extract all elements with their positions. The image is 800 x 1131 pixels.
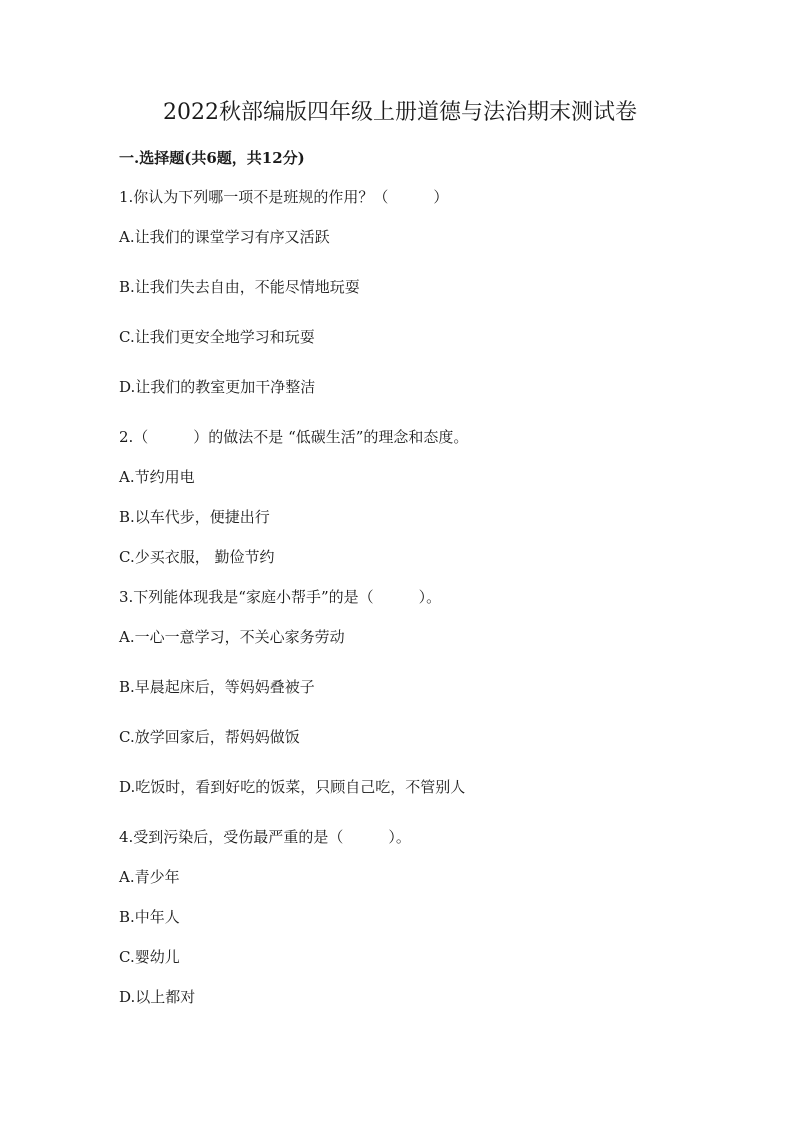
question-4-option-c: C.婴幼儿 — [119, 948, 180, 966]
question-1-option-c: C.让我们更安全地学习和玩耍 — [119, 328, 315, 346]
question-1-option-b: B.让我们失去自由，不能尽情地玩耍 — [119, 278, 360, 296]
question-1-option-a: A.让我们的课堂学习有序又活跃 — [119, 228, 330, 246]
question-4-option-a: A.青少年 — [119, 868, 180, 886]
question-1-option-d: D.让我们的教室更加干净整洁 — [119, 378, 316, 396]
question-2-option-b: B.以车代步，便捷出行 — [119, 508, 270, 526]
question-2-stem: 2.（ ）的做法不是 “低碳生活”的理念和态度。 — [119, 428, 469, 446]
section-heading: 一.选择题(共6题，共12分) — [119, 149, 305, 167]
question-3-option-c: C.放学回家后，帮妈妈做饭 — [119, 728, 300, 746]
question-3-stem: 3.下列能体现我是“家庭小帮手”的是（ ）。 — [119, 588, 442, 606]
exam-title: 2022秋部编版四年级上册道德与法治期末测试卷 — [163, 100, 637, 125]
question-3-option-b: B.早晨起床后，等妈妈叠被子 — [119, 678, 315, 696]
question-4-stem: 4.受到污染后，受伤最严重的是（ ）。 — [119, 828, 411, 846]
question-2-option-a: A.节约用电 — [119, 468, 195, 486]
question-1-stem: 1.你认为下列哪一项不是班规的作用？（ ） — [119, 188, 449, 206]
question-3-option-d: D.吃饭时，看到好吃的饭菜，只顾自己吃，不管别人 — [119, 778, 466, 796]
question-2-option-c: C.少买衣服， 勤俭节约 — [119, 548, 275, 566]
question-3-option-a: A.一心一意学习，不关心家务劳动 — [119, 628, 345, 646]
question-4-option-d: D.以上都对 — [119, 988, 196, 1006]
question-4-option-b: B.中年人 — [119, 908, 180, 926]
